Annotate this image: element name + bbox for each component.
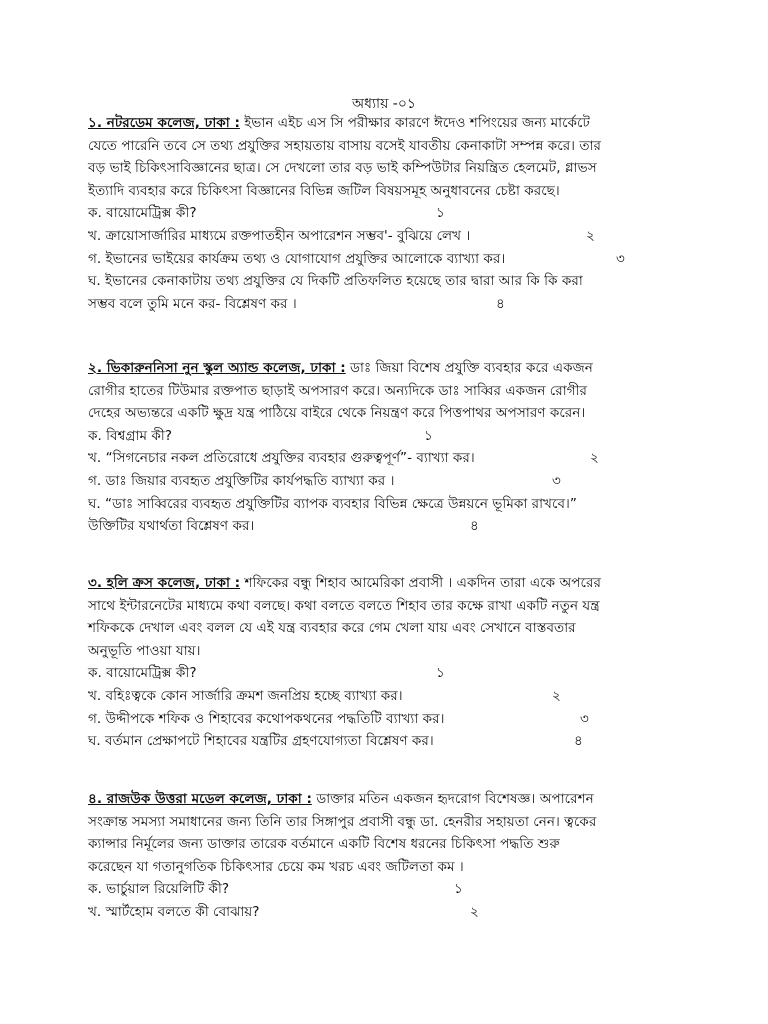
section-2-stem-3: দেহের অভ্যন্তরে একটি ক্ষুদ্র যন্ত্র পাঠিয়ে বাইরে থেকে নিয়ন্ত্রণ করে পিত্তপাথর অপসারণ করেন।: [88, 405, 586, 422]
section-3-heading-line: [88, 572, 688, 595]
question-1c: [88, 248, 688, 271]
question-3c: [88, 708, 688, 731]
question-1b: [88, 225, 688, 248]
question-2d-text: ঘ. “ডাঃ সাব্বিরের ব্যবহৃত প্রযুক্তিটির ব্যাপক ব্যবহার বিভিন্ন ক্ষেত্রে উন্নয়নে ভূমিকা রাখবে।”: [88, 495, 577, 512]
section-3-stem-4: অনুভূতি পাওয়া যায়।: [88, 642, 201, 659]
question-3c-mark: ৩: [580, 710, 589, 727]
question-2d: [88, 493, 688, 516]
question-1d-text: ঘ. ইভানের কেনাকাটায় তথ্য প্রযুক্তির যে দিকটি প্রতিফলিত হয়েছে তার দ্বারা আর কি কি করা: [88, 273, 583, 290]
question-4b-mark: ২: [470, 903, 479, 920]
question-1d-mark: ৪: [496, 295, 505, 312]
question-4b: [88, 901, 688, 924]
section-1-stem-3: বড় ভাই চিকিৎসাবিজ্ঞানের ছাত্র। সে দেখলো তার বড় ভাই কম্পিউটার নিয়ন্ত্রিত হেলমেট, গ্লাভস: [88, 160, 597, 177]
question-3d-mark: ৪: [574, 733, 583, 750]
question-3a-text: ক. বায়োমেট্রিক্স কী?: [88, 665, 197, 682]
question-4a-text: ক. ভার্চুয়াল রিয়েলিটি কী?: [88, 881, 230, 898]
section-1-stem-2: যেতে পারেনি তবে সে তথ্য প্রযুক্তির সহায়তায় বাসায় বসেই যাবতীয় কেনাকাটা সম্পন্ন করে। তার: [88, 137, 601, 154]
section-4: [88, 788, 688, 924]
question-3d: [88, 730, 688, 753]
section-1: [88, 112, 688, 315]
section-3-stem-3: শফিককে দেখাল এবং বলল যে এই যন্ত্র ব্যবহার করে গেম খেলা যায় এবং সেখানে বাস্তবতার: [88, 620, 576, 637]
section-2: [88, 357, 688, 538]
question-3d-text: ঘ. বর্তমান প্রেক্ষাপটে শিহাবের যন্ত্রটির গ্রহণযোগ্যতা বিশ্লেষণ কর।: [88, 733, 434, 750]
question-1c-text: গ. ইভানের ভাইয়ের কার্যক্রম তথ্য ও যোগাযোগ প্রযুক্তির আলোকে ব্যাখ্যা কর।: [88, 250, 506, 267]
section-3-college: ৩. হলি ক্রস কলেজ, ঢাকা :: [88, 575, 241, 591]
section-4-heading-line: [88, 788, 688, 811]
question-3b-text: খ. বহিঃত্বকে কোন সার্জারি ক্রমশ জনপ্রিয় হচ্ছে ব্যাখ্যা কর।: [88, 687, 403, 704]
section-4-stem-4: করেছেন যা গতানুগতিক চিকিৎসার চেয়ে কম খরচ এবং জটিলতা কম ।: [88, 858, 464, 875]
question-1c-mark: ৩: [616, 250, 625, 267]
question-1d-cont: [88, 293, 688, 316]
section-3-stem-2: সাথে ইন্টারনেটের মাধ্যমে কথা বলছে। কথা বলতে বলতে শিহাব তার কক্ষে রাখা একটি নতুন যন্ত্র: [88, 597, 600, 614]
chapter-title: অধ্যায় -০১: [351, 96, 417, 112]
question-2b-text: খ. “সিগনেচার নকল প্রতিরোধে প্রযুক্তির ব্যবহার গুরুত্বপূর্ণ”- ব্যাখ্যা কর।: [88, 450, 475, 467]
question-2b-mark: ২: [590, 450, 599, 467]
section-1-heading-line: [88, 112, 688, 135]
section-4-college: ৪. রাজউক উত্তরা মডেল কলেজ, ঢাকা :: [88, 791, 312, 807]
question-1b-mark: ২: [586, 227, 595, 244]
section-3-stem-1: শফিকের বন্ধু শিহাব আমেরিকা প্রবাসী । একদিন তারা একে অপরের: [240, 575, 601, 591]
question-3b: [88, 685, 688, 708]
question-2c-text: গ. ডাঃ জিয়ার ব্যবহৃত প্রযুক্তিটির কার্যপদ্ধতি ব্যাখ্যা কর ।: [88, 472, 395, 489]
question-2a: [88, 425, 688, 448]
question-2c: [88, 470, 688, 493]
question-1b-text: খ. ক্রায়োসার্জারির মাধ্যমে রক্তপাতহীন অপারেশন সম্ভব'- বুঝিয়ে লেখ ।: [88, 227, 471, 244]
question-4a-mark: ১: [454, 881, 463, 898]
section-1-stem-1: ইভান এইচ এস সি পরীক্ষার কারণে ঈদেও শপিংয়ের জন্য মার্কেটে: [239, 115, 590, 131]
section-2-college: ২. ভিকারুননিসা নুন স্কুল অ্যান্ড কলেজ, ঢাকা :: [88, 360, 346, 376]
section-4-stem-3: ক্যান্সার নির্মূলের জন্য ডাক্তার তারেক বর্তমানে একটি বিশেষ ধরনের চিকিৎসা পদ্ধতি শুরু: [88, 836, 560, 853]
question-4a: [88, 878, 688, 901]
question-1d-cont-text: সম্ভব বলে তুমি মনে কর- বিশ্লেষণ কর ।: [88, 295, 297, 312]
section-2-heading-line: [88, 357, 688, 380]
section-3: [88, 572, 688, 753]
section-1-college: ১. নটরডেম কলেজ, ঢাকা :: [88, 115, 240, 131]
section-4-stem-2: সংক্রান্ত সমস্যা সমাধানের জন্য তিনি তার সিঙ্গাপুর প্রবাসী বন্ধু ডা. হেনরীর সহায়তা নেন। ত্বকের: [88, 813, 597, 830]
question-3a-mark: ১: [436, 665, 445, 682]
question-2d-cont: [88, 515, 688, 538]
question-2c-mark: ৩: [552, 472, 561, 489]
section-2-stem-2: রোগীর হাতের টিউমার রক্তপাত ছাড়াই অপসারণ করে। অন্যদিকে ডাঃ সাব্বির একজন রোগীর: [88, 382, 588, 399]
question-3c-text: গ. উদ্দীপকে শফিক ও শিহাবের কথোপকথনের পদ্ধতিটি ব্যাখ্যা কর।: [88, 710, 445, 727]
section-2-stem-1: ডাঃ জিয়া বিশেষ প্রযুক্তি ব্যবহার করে একজন: [345, 360, 593, 376]
question-2b: [88, 447, 688, 470]
question-2d-cont-text: উক্তিটির যথার্থতা বিশ্লেষণ কর।: [88, 518, 255, 535]
question-2a-text: ক. বিশ্বগ্রাম কী?: [88, 427, 172, 444]
question-2a-mark: ১: [424, 427, 433, 444]
question-1a-mark: ১: [436, 205, 445, 222]
question-4b-text: খ. স্মার্টহোম বলতে কী বোঝায়?: [88, 903, 260, 920]
question-1a-text: ক. বায়োমেট্রিক্স কী?: [88, 205, 197, 222]
question-1a: [88, 202, 688, 225]
question-1d: [88, 270, 688, 293]
question-3a: [88, 662, 688, 685]
question-2d-mark: ৪: [470, 518, 479, 535]
question-3b-mark: ২: [552, 687, 561, 704]
section-4-stem-1: ডাক্তার মতিন একজন হৃদরোগ বিশেষজ্ঞ। অপারেশন: [311, 791, 594, 807]
section-1-stem-4: ইত্যাদি ব্যবহার করে চিকিৎসা বিজ্ঞানের বিভিন্ন জটিল বিষয়সমূহ অনুধাবনের চেষ্টা করছে।: [88, 182, 560, 199]
